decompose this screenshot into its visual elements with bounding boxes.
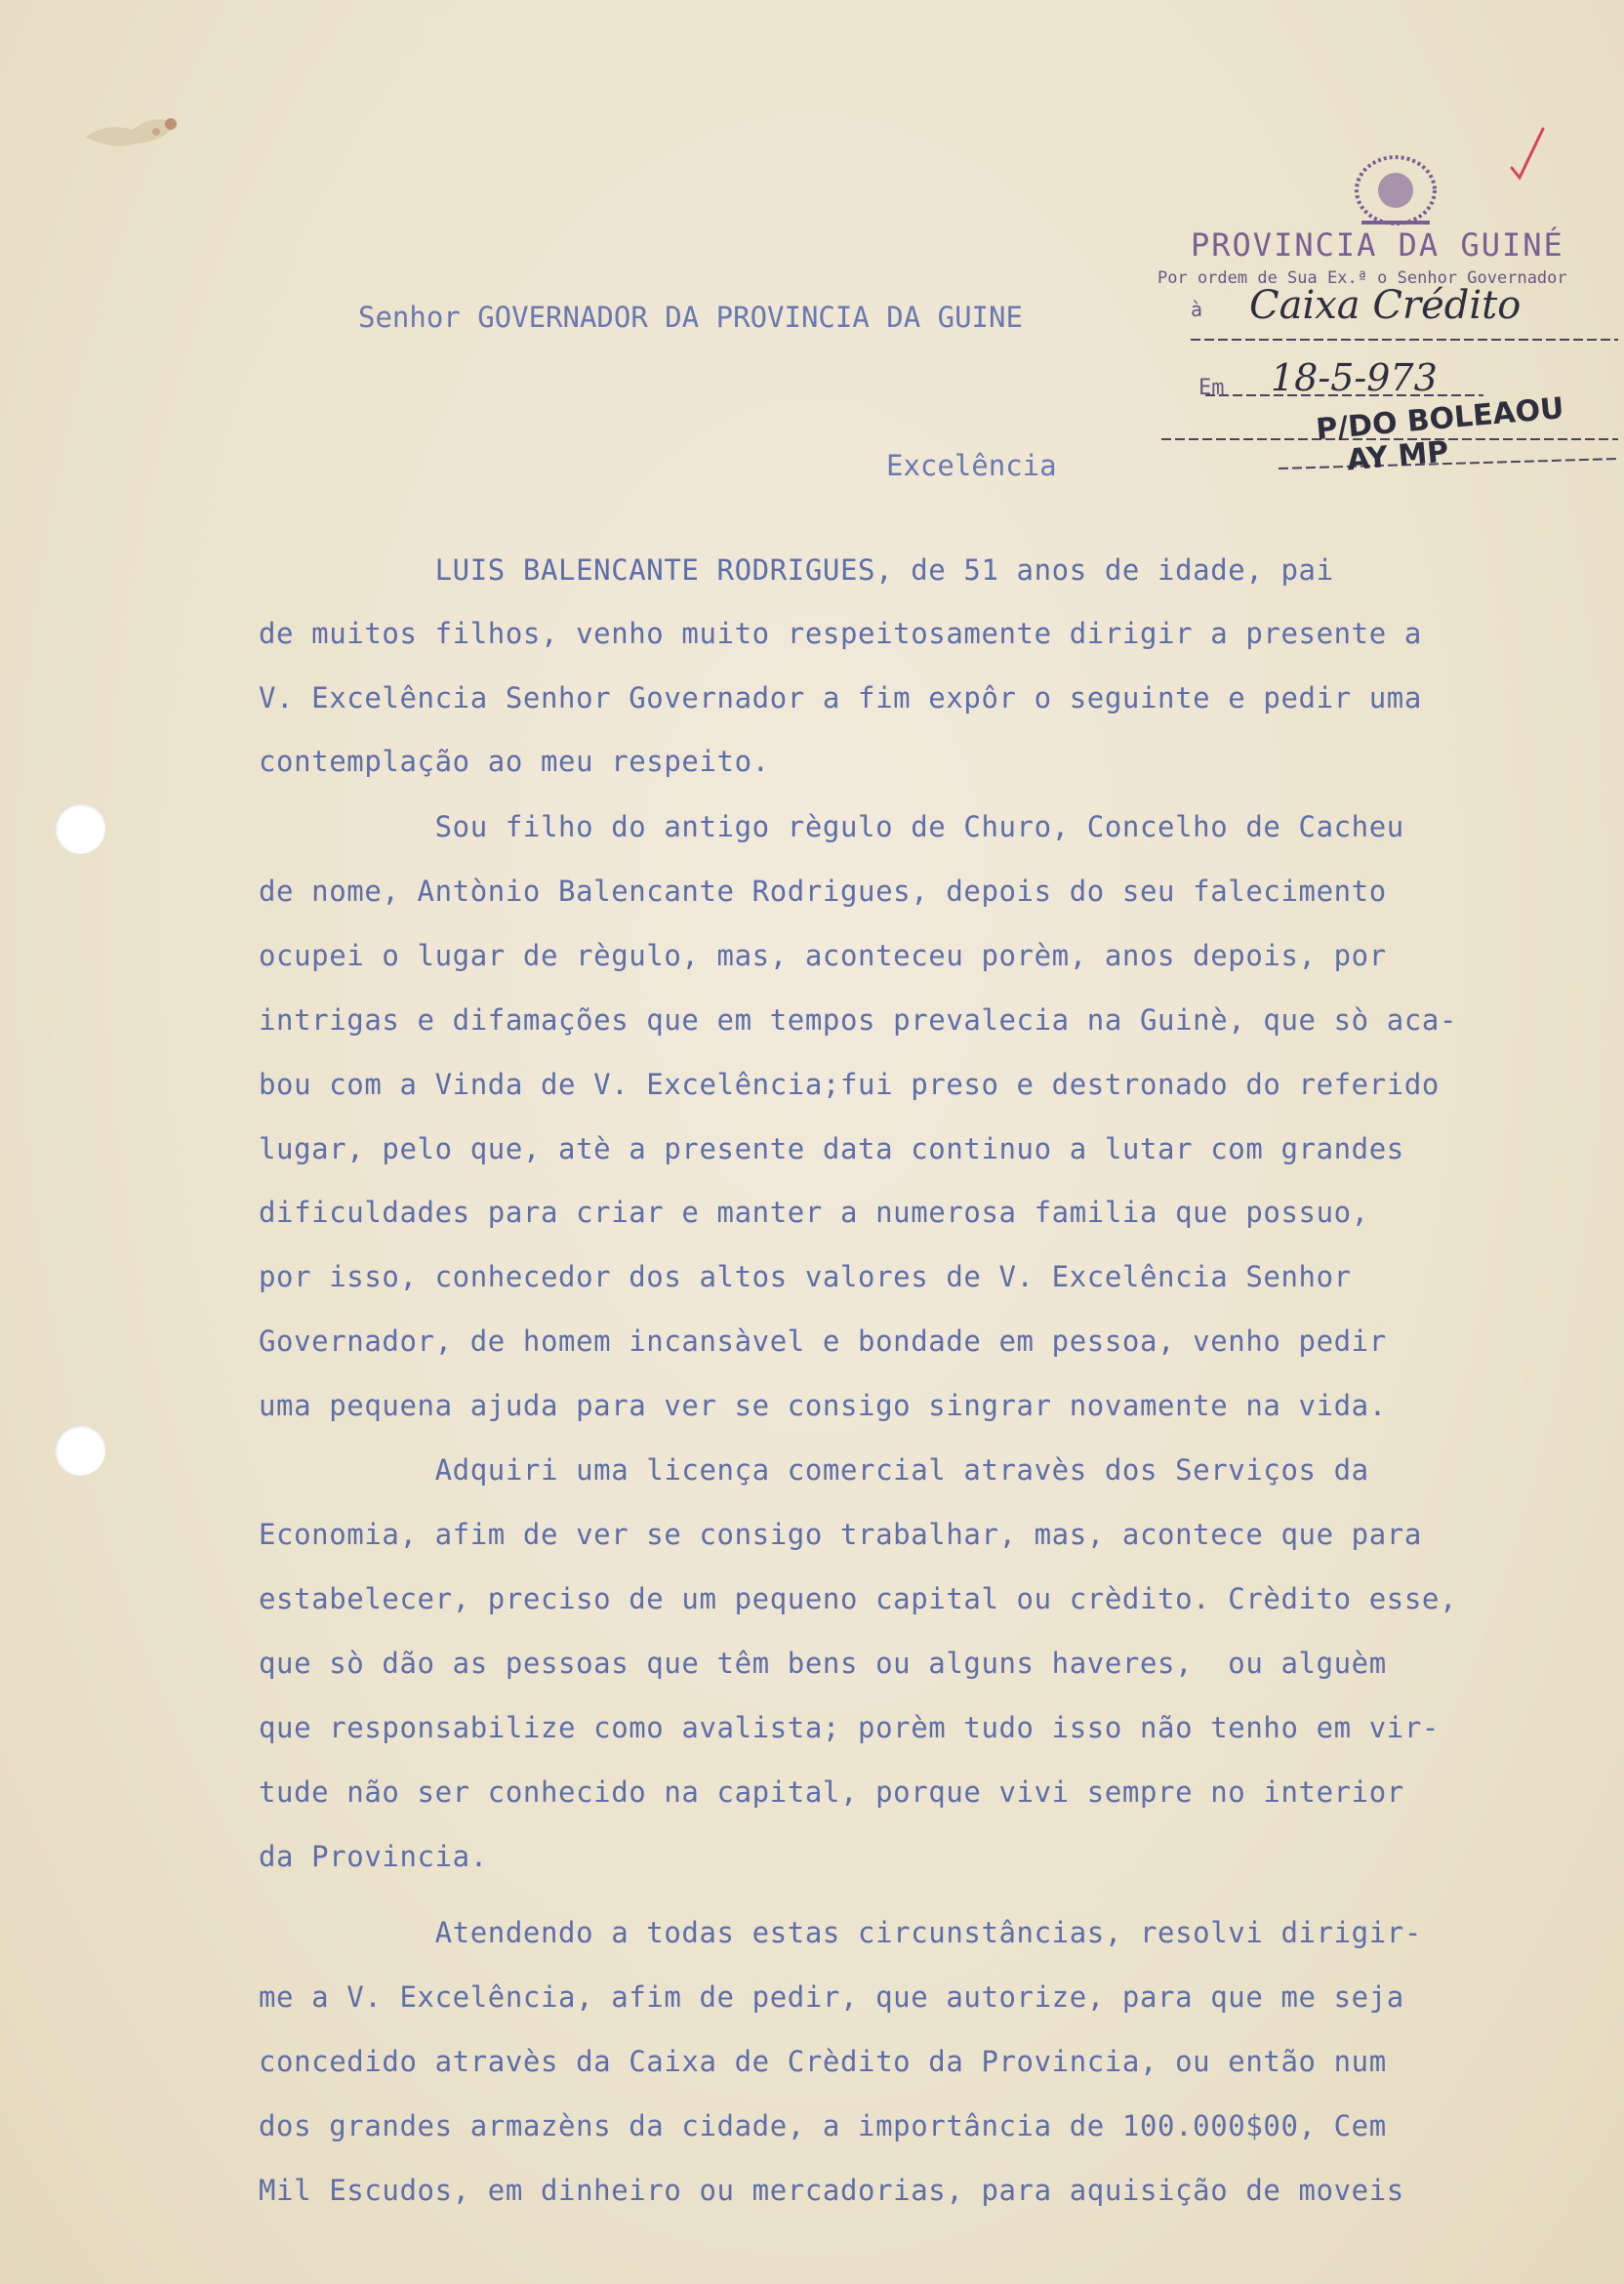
body-line: contemplação ao meu respeito. (259, 745, 770, 778)
stamp-handwritten-note-1: P/DO BOLEAOU (1314, 390, 1565, 448)
stamp-date-handwritten: 18-5-973 (1271, 356, 1438, 399)
punch-hole-upper (55, 803, 105, 854)
body-line: bou com a Vinda de V. Excelência;fui preso e destronado do referido (259, 1068, 1440, 1101)
body-line: da Provincia. (259, 1840, 488, 1873)
stamp-destination-label: à (1191, 298, 1203, 321)
body-line: Sou filho do antigo règulo de Churo, Concelho de Cacheu (259, 810, 1404, 843)
addressee-line: Senhor GOVERNADOR DA PROVINCIA DA GUINE (358, 301, 1023, 334)
body-line: Governador, de homem incansàvel e bondade em pessoa, venho pedir (259, 1325, 1387, 1358)
body-line: que sò dão as pessoas que têm bens ou alguns haveres, ou alguèm (259, 1647, 1387, 1680)
body-line: V. Excelência Senhor Governador a fim expôr o seguinte e pedir uma (259, 681, 1422, 714)
body-line: intrigas e difamações que em tempos prevalecia na Guinè, que sò aca- (259, 1003, 1458, 1037)
stamp-date-label: Em (1198, 376, 1225, 400)
body-line: uma pequena ajuda para ver se consigo singrar novamente na vida. (259, 1389, 1387, 1422)
body-line: por isso, conhecedor dos altos valores de V. Excelência Senhor (259, 1260, 1352, 1293)
body-line: dificuldades para criar e manter a numerosa familia que possuo, (259, 1196, 1369, 1229)
body-line: Atendendo a todas estas circunstâncias, resolvi dirigir- (259, 1916, 1422, 1949)
body-line: Adquiri uma licença comercial atravès dos Serviços da (259, 1453, 1369, 1487)
body-line: tude não ser conhecido na capital, porque vivi sempre no interior (259, 1775, 1404, 1809)
body-line: Mil Escudos, em dinheiro ou mercadorias, para aquisição de moveis (259, 2174, 1404, 2207)
body-line: concedido atravès da Caixa de Crèdito da Provincia, ou então num (259, 2045, 1387, 2078)
body-line: dos grandes armazèns da cidade, a importância de 100.000$00, Cem (259, 2109, 1387, 2142)
body-line: Economia, afim de ver se consigo trabalhar, mas, acontece que para (259, 1518, 1422, 1551)
body-line: me a V. Excelência, afim de pedir, que autorize, para que me seja (259, 1980, 1404, 2014)
body-line: de nome, Antònio Balencante Rodrigues, depois do seu falecimento (259, 875, 1387, 908)
body-line: lugar, pelo que, atè a presente data continuo a lutar com grandes (259, 1132, 1404, 1165)
stamp-order-text: Por ordem de Sua Ex.ª o Senhor Governador (1157, 268, 1567, 288)
body-line: ocupei o lugar de règulo, mas, aconteceu porèm, anos depois, por (259, 939, 1387, 972)
stamp-title: PROVINCIA DA GUINÉ (1191, 226, 1564, 264)
stamp-handwritten-note-2: AY MP (1345, 434, 1450, 478)
reception-stamp (1152, 146, 1620, 488)
paper-stain (78, 102, 185, 161)
body-line: que responsabilize como avalista; porèm tudo isso não tenho em vir- (259, 1711, 1440, 1744)
stamp-destination-handwritten: Caixa Crédito (1249, 283, 1522, 328)
body-line: LUIS BALENCANTE RODRIGUES, de 51 anos de idade, pai (259, 553, 1334, 587)
body-line: estabelecer, preciso de um pequeno capital ou crèdito. Crèdito esse, (259, 1582, 1458, 1615)
punch-hole-lower (55, 1425, 105, 1476)
salutation: Excelência (886, 449, 1057, 482)
body-line: de muitos filhos, venho muito respeitosamente dirigir a presente a (259, 617, 1422, 650)
